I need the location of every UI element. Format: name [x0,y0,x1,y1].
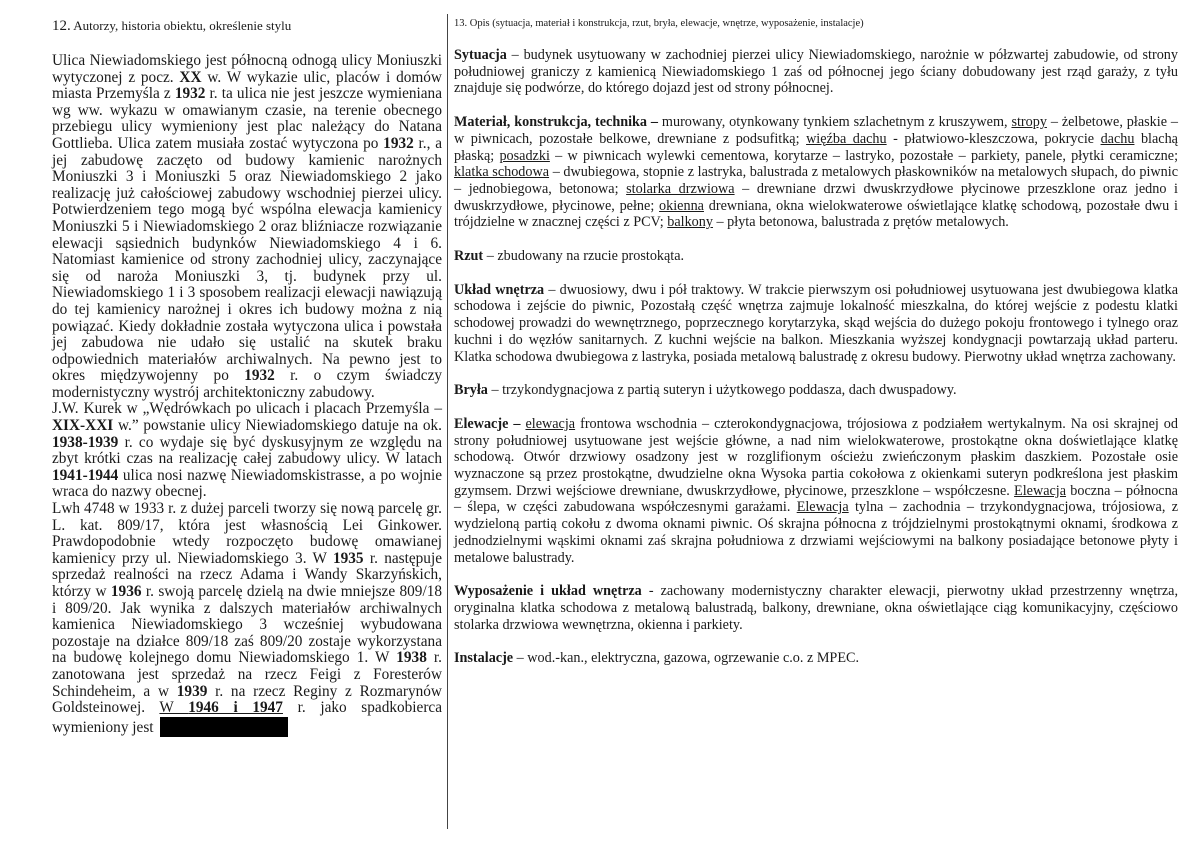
text-run: – wod.-kan., elektryczna, gazowa, ogrzewanie c.o. z MPEC. [513,650,859,667]
bold-text: 1936 [110,583,142,600]
bold-text: XX [179,68,202,86]
section-wyposazenie [454,583,1178,633]
text-run: r. co wydaje się być dyskusyjnym ze względu na zbyt krótki czas na realizację całej zabudowy ulicy. W latach [52,433,442,468]
left-column-heading [52,18,442,35]
left-heading-title: Autorzy, historia obiektu, określenie stylu [73,18,292,33]
underlined-term: balkony [667,214,713,231]
column-divider [447,14,448,829]
text-run: frontowa wschodnia – czterokondygnacjowa, trójosiowa z podziałem wertykalnym. Na osi skrajnej od strony południowej usytuowane jest wejście główne, a nad nim wielokwaterowe, prostokątne okna doświetlające klatkę schodową. Otwór drzwiowy osadzony jest w rozglifionym ościeżu zwieńczonym płaskim daszkiem. Pozostałe osie wyznaczone są przez prostokątne, dwudzielne okna Wysoka partia cokołowa z okienkami suteryn podkreślona jest płaskim gzymsem. Drzwi wejściowe drewniane, dwuskrzydłowe, płycinowe, przeszklone – współczesne. [454,415,1178,499]
text-run: murowany, otynkowany tynkiem szlachetnym z kruszywem, [658,114,1012,131]
ownership-paragraph [52,501,442,737]
bold-text: 1932 [383,134,414,152]
left-history-text [52,53,442,737]
bold-text: 1941-1944 [52,466,119,484]
text-run: ulica nosi nazwę Niewiadomskistrasse, a po wojnie wraca do nazwy obecnej. [52,466,442,501]
bold-text: 1939 [176,682,208,700]
text-run: – płyta betonowa, balustrada z prętów metalowych. [712,214,1009,231]
text-run: – trzykondygnacjowa z partią suteryn i użytkowego poddasza, dach dwuspadowy. [487,382,957,399]
bold-text: Rzut [454,248,484,265]
bold-text: Elewacje – [454,415,521,432]
text-run: - płatwiowo-kleszczowa, pokrycie [886,130,1101,147]
underlined-term: klatka schodowa [454,164,550,181]
text-run: J.W. Kurek w „Wędrówkach po ulicach i placach Przemyśla – [52,400,442,418]
section-material [454,114,1178,231]
section-uklad-wnetrza [454,282,1178,366]
redacted-name-block [160,717,288,737]
bold-text: 1938 [396,649,427,667]
right-column-heading: 13. Opis (sytuacja, materiał i konstrukcja, rzut, bryła, elewacje, wnętrze, wyposażenie, instalacje) [454,18,864,29]
text-run: r. swoją parcelę dzielą na dwie mniejsze 809/18 i 809/20. Jak wynika z dalszych materiałów archiwalnych kamienica Niewiadomskiego 3 wcześniej wybudowana pozostaje na działce 809/18 zaś 809/20 zostaje wykorzystana na budowę kolejnego domu Niewiadomskiego 1. W [52,583,442,667]
bold-text: Sytuacja [454,47,507,63]
section-elewacje [454,416,1178,566]
text-run: r. o czym świadczy modernistyczny wystrój architektoniczny zabudowy. [52,367,443,401]
kurek-paragraph [52,401,442,501]
section-sytuacja [454,47,1178,97]
bold-text: 1938-1939 [52,433,119,451]
text-run: r., a jej zabudowę zaczęto od budowy kamienic narożnych Moniuszki 3 i Moniuszki 5 oraz Niewiadomskiego 2 jako realizację już całościowej zabudowy wschodniej pierzei ulicy. Potwierdzeniem tego mogą być wspólna elewacja kamienicy Moniuszki 5 i Niewiadomskiego 2 oraz bliźniacze rozwiązanie elewacji sąsiednich budynków Niewiadomskiego 4 i 6. Natomiast kamienice od strony zachodniej ulicy, zaczynające się od naroża Moniuszki 3, tj. budynek przy ul. Niewiadomskiego 1 i 3 sposobem realizacji elewacji nawiązują do tej kamienicy narożnej i okres ich budowy można z nią powiązać. Kiedy dokładnie została wytyczona ulica i powstała jej zabudowa nie udało się ustalić na skutek braku odpowiednich materiałów archiwalnych. Na pewno jest to okres międzywojenny po [52,134,443,385]
section-bryla [454,382,1178,399]
right-column [454,18,1178,684]
bold-text: 1935 [332,549,364,567]
bold-text: 1932 [244,367,275,385]
text-run: r. ta ulica nie jest jeszcze wymieniana wg ww. wykazu w omawianym czasie, na terenie obecnego przebiegu ulicy wymieniony jest plac należący do Natana Gottlieba. Ulica zatem musiała zostać wytyczona po [52,85,442,152]
text-run: - zachowany modernistyczny charakter elewacji, pierwotny układ przestrzenny wnętrza, oryginalna klatka schodowa z metalową balustradą, balkony, drewniane, okna oświetlające ciąg komunikacyjny, częściowo stolarka drzwiowa wewnętrzna, okienna i parkiety. [454,583,1178,633]
text-run: r. na rzecz Reginy z Rozmarynów Goldsteinowej. [52,682,442,717]
underlined-term: więźba dachu [806,130,887,147]
underlined-term: posadzki [499,147,550,164]
text-run: Lwh 4748 w 1933 r. z dużej parceli tworzy się nową parcelę gr. L. kat. 809/17, która jest własnością Lei Ginkower. Prawdopodobnie wtedy rozpoczęto budowę omawianej kamienicy przy ul. Niewiadomskiego 3. W [52,500,442,567]
underlined-term: Elewacja [796,499,849,516]
right-description-text [454,47,1178,667]
bold-text: Instalacje [454,650,514,667]
section-instalacje [454,650,1178,667]
bold-text: XIX-XXI [52,417,114,435]
text-run: blachą płaską; [454,130,1178,164]
underlined-term: stropy [1011,114,1047,131]
history-paragraph [52,53,442,401]
underlined-term: Elewacja [1014,482,1067,499]
bold-text: 1932 [174,85,206,103]
text-run: r. jako spadkobierca wymieniony jest [52,699,442,736]
text-run: – żelbetowe, płaskie – w piwnicach, pozostałe belkowe, drewniane z podsufitką; [454,114,1178,147]
left-column [52,18,442,737]
bold-text: 1946 i 1947 [188,699,283,717]
bold-text: Materiał, konstrukcja, technika – [454,114,659,131]
text-run: r. zanotowana jest sprzedaż na rzecz Feigi z Foresterów Schindeheim, a w [52,649,442,700]
text-run: r. następuje sprzedaż realności na rzecz Adama i Wandy Skarzyńskich, którzy w [52,549,442,600]
text-run: – drewniane drzwi dwuskrzydłowe płycinowe przeszklone oraz jedno i dwuskrzydłowe, płycinowe, pełne; [454,180,1178,214]
underlined-term: dachu [1100,130,1135,147]
left-heading-number: 12. [52,18,71,34]
text-run: – zbudowany na rzucie prostokąta. [483,248,685,265]
text-run: w.” powstanie ulicy Niewiadomskiego datuje na ok. [113,417,442,435]
text-run: boczna – północna – ślepa, w części zabudowana współczesnymi garażami. [454,482,1178,516]
section-rzut [454,248,1178,265]
bold-text: Układ wnętrza [454,281,545,298]
underlined-term: okienna [659,197,704,214]
bold-text: Bryła [454,382,488,399]
underlined-term: elewacja [525,415,576,432]
text-run: – dwubiegowa, stopnie z lastryka, balustrada z metalowych płaskowników na metalowych słupach, do piwnic – jednobiegowa, betonowa; [454,164,1178,197]
text-run: tylna – zachodnia – trzykondygnacjowa, trójosiowa, z wydzieloną partią cokołu z dwoma oknami piwnic. Oś skrajna północna z trójdzielnymi prostokątnymi oknami, środkowa z jednodzielnymi wąskimi oknami zaś skrajna południowa z drzwiami wejściowymi na balkony posiadające betonowe płyty i metalowe balustrady. [454,499,1178,566]
text-run: – dwuosiowy, dwu i pół traktowy. W trakcie pierwszym osi południowej usytuowana jest dwubiegowa klatka schodowa i zejście do piwnic, Pozostałą część wnętrza zajmuje lokalność mieszkalna, do której wejście z podestu klatki schodowej prowadzi do wewnętrznego, poprzecznego korytarzyka, skąd wejścia do dużego pokoju frontowego i tylnego oraz kuchni i do węzłów sanitarnych. Z kuchni wejście na balkon. Mieszkania wyższej kondygnacji powtarzają układ parteru. Klatka schodowa dwubiegowa z lastryka, posiada metalową balustradę z okresu budowy. Pierwotny układ wnętrza zachowany. [454,281,1178,365]
underlined-term: stolarka drzwiowa [626,180,735,197]
text-run: Ulica Niewiadomskiego jest północną odnogą ulicy Moniuszki wytyczonej z pocz. [52,52,442,86]
text-run: drewniana, okna wielokwaterowe oświetlające klatkę schodową, pozostałe dwu i trójdzielne w znacznej części z PCV; [454,197,1178,231]
text-run: w. W wykazie ulic, placów i domów miasta Przemyśla z [52,68,442,103]
text-run: – w piwnicach wylewki cementowa, korytarze – lastryko, pozostałe – parkiety, panele, płytki ceramiczne; [549,147,1179,164]
bold-text: Wyposażenie i układ wnętrza [454,583,642,600]
text-run: – budynek usytuowany w zachodniej pierzei ulicy Niewiadomskiego, narożnie w półzwartej zabudowie, od strony południowej graniczy z kamienicą Niewiadomskiego 1 zaś od północnej jego ściany dobudowany jest rząd garaży, z tyłu znajduje się podwórze, do którego dojazd jest od strony północnej. [454,47,1178,97]
underlined-term: W [159,699,189,717]
